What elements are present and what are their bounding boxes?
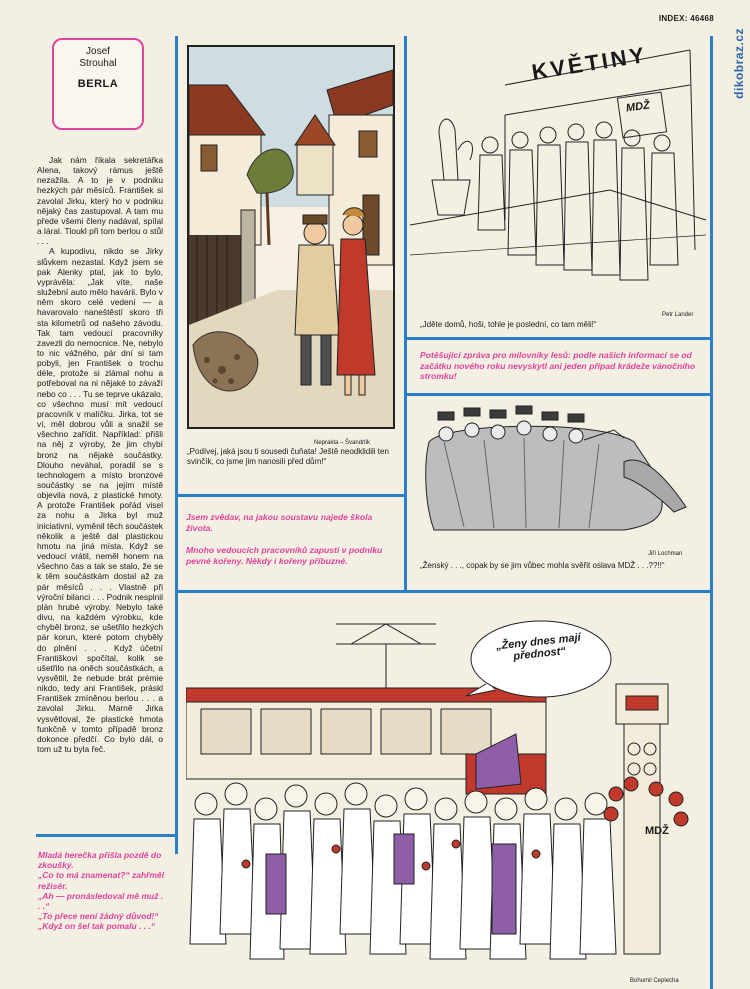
rule-h-mid-left [176,494,406,497]
forest-note: Potěšující zpráva pro milovníky lesů: podle našich informací se od začátku nového roku nevyskytl ani jeden případ krádeže vánočního stromku! [420,350,696,381]
article-body [37,155,163,754]
rule-h-right-2 [406,393,712,396]
author-last-name: Strouhal [79,58,117,69]
tram-cartoon [186,604,706,974]
crowd-caption: „Ženský . . ., copak by se jim vůbec mohla svěřit oslava MDŽ . . .??!!“ [420,561,665,570]
rule-h-bottom-left [36,834,177,837]
article-paragraph: A kupodivu, nikdo se Jirky slůvkem nezastal. Když jsem se pak Alenky ptal, jak to bylo, vyprávěla: „Jak víte, naše služební auto mělo havárii. Bylo v něm skoro celé vedení — a havarovalo naneštěstí skoro tři sta kilometrů od našeho závodu. Tak tam vedoucí pracovníky zavezli do nemocnice. Ne, nebylo to nic vážného, pár dní si tam pobyli, jen František o trochu déle, protože si zlámal nohu a potřeboval na ni nějaké to závaží nebo co . . . Tu se teprve ukázalo, co všechno musí mít vedoucí pracovník v malíčku. Jirka, tot se ví, měl dobrou vůli a snažil se všechno zařídit. Například: přišli na něj z výroby, že jim chybí bronz na nějaké součástky. Dlouho neváhal, poradil se s technologem a místo bronzové součástky se na jejím místě objevila nová, z plastické hmoty. A protože František pořád visel za nohu a Jirka byl muž iniciativní, vyměnil těch součástek několik a ještě dal plastickou hmotu na jiná místa. Když se vedoucí vrátil, neměl honem na všechno čas a tak se stalo, že se k těm součástkám dostal až za pár měsíců . . . Vlastně při výroční bilanci . . . Podnik nesplnil plán hrubé výroby. Nebylo také divu, na každém výrobku, kde chyběl bronz, se ušetřilo hezkých pár korun, které potom chyběly do plnění . . . Když účetní Františkovi spočítal, kolik se ušetřilo na oněch součástkách, a vysvětlil, že nebude brát prémie nikdo, tedy ani František, práskl František zmíněnou berlou . . . a zavolal Jirku. Marně Jirka vysvětloval, že plastické hmota funkčně v tomto případě bronz dokonce předčí. Co bylo dál, o tom už tu byla řeč. [37,246,163,755]
rule-v-left [175,36,178,854]
joke-line: „Když on šel tak pomalu . . .“ [38,921,156,932]
roots-note: Mnoho vedoucích pracovníků zapustí v podniku pevné kořeny. Někdy i kořeny příbuzné. [186,545,383,566]
crowd-cartoon [424,402,694,542]
flower-shop-sign: KVĚTINY [530,41,649,85]
author-first-name: Josef [86,46,110,57]
joke-line: „Ah — pronásledoval mě muž . . .“ [38,890,164,912]
flower-shop-caption: „Jděte domů, hoši, tohle je poslední, co tam měli!“ [420,320,597,329]
joke-line: „Co to má znamenat?“ zahřměl režisér. [38,870,165,891]
street-cartoon-caption: „Podívej, jaká jsou ti sousedi čuňata! Ještě neodklidili ten svinčík, co jsme jim nanosili před dům!“ [187,447,389,466]
street-cartoon [187,45,395,429]
article-paragraph: Jak nám říkala sekretářka Alena, takový rámus ještě nezažila. A to je v podniku hezkých pár měsíců. František si zavolal Jirku, který ho v podniku nějaký čas zastupoval. A tam mu přede všemi členy nadával, spílal a láral. Tloukl při tom berlou o stůl . . . [37,155,163,247]
author-box [52,38,144,130]
joke-line: Mladá herečka přišla pozdě do zkoušky. [38,850,162,871]
tram-stop-sign: MDŽ [645,825,669,837]
rule-h-right-1 [406,337,712,340]
joke-block [38,850,166,932]
tram-speech-bubble: „Ženy dnes mají přednost“ [495,631,582,663]
rule-v-mid [404,36,407,591]
street-cartoon-credit: Neprakta – Švandrlík [314,440,371,446]
rule-v-right [710,36,713,989]
crowd-credit: Jiří Lochman [648,551,683,557]
flower-shop-credit: Petr Lander [662,312,694,318]
rule-h-wide [176,590,712,593]
school-of-life-note: Jsem zvědav, na jakou soustavu najede škola života. [186,512,373,533]
index-number: INDEX: 46468 [658,14,714,23]
flower-shop-mdz: MDŽ [625,99,651,115]
joke-line: „To přece není žádný důvod!“ [38,911,159,922]
site-watermark: dikobraz.cz [732,28,746,99]
tram-credit: Bohumil Ceplecha [630,978,679,984]
article-title: BERLA [77,78,119,90]
